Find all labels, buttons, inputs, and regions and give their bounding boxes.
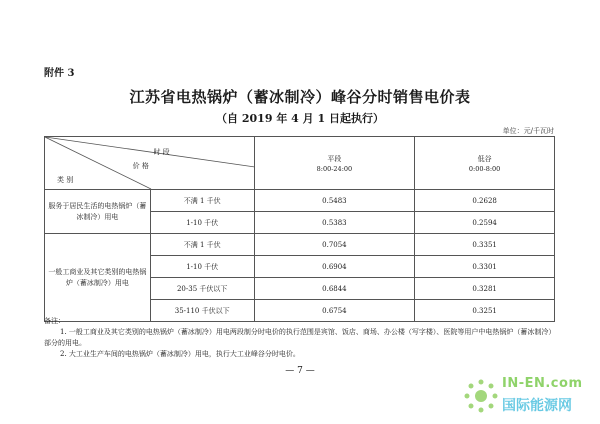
watermark-brand: 国际能源网 <box>502 398 572 414</box>
flat-period-hours: 8:00-24:00 <box>316 164 353 173</box>
flat-price-cell: 0.5383 <box>254 212 415 234</box>
capacity-cell: 1-10 千伏 <box>150 212 254 234</box>
capacity-cell: 不满 1 千伏 <box>150 234 254 256</box>
header-price-label: 价 格 <box>132 162 149 170</box>
watermark-logo <box>462 372 600 422</box>
valley-price-cell: 0.3251 <box>415 300 555 322</box>
document-title: 江苏省电热锅炉（蓄冰制冷）峰谷分时销售电价表 <box>129 88 471 106</box>
table-header-corner <box>45 137 255 190</box>
table-row <box>45 234 555 256</box>
notes-section <box>44 316 559 360</box>
annex-label: 附件 3 <box>44 68 75 79</box>
valley-period-name: 低谷 <box>477 154 492 163</box>
page-number: — 7 — <box>285 366 315 376</box>
sun-icon <box>462 372 500 418</box>
category-residential: 服务于居民生活的电热锅炉（蓄冰制冷）用电 <box>45 190 151 234</box>
header-category-label: 类 别 <box>57 176 74 184</box>
flat-price-cell: 0.7054 <box>254 234 415 256</box>
capacity-cell: 1-10 千伏 <box>150 256 254 278</box>
capacity-cell: 20-35 千伏以下 <box>150 278 254 300</box>
header-flat-period <box>254 137 415 190</box>
notes-heading: 备注： <box>44 317 65 325</box>
flat-price-cell: 0.6754 <box>254 300 415 322</box>
flat-price-cell: 0.6904 <box>254 256 415 278</box>
valley-price-cell: 0.3301 <box>415 256 555 278</box>
watermark-domain: IN-EN.com <box>502 376 583 391</box>
valley-price-cell: 0.2628 <box>415 190 555 212</box>
flat-price-cell: 0.5483 <box>254 190 415 212</box>
category-commercial: 一般工商业及其它类别的电热锅炉（蓄冰制冷）用电 <box>45 234 151 322</box>
unit-label: 单位：元/千瓦时 <box>502 127 554 135</box>
capacity-cell: 不满 1 千伏 <box>150 190 254 212</box>
flat-period-name: 平段 <box>327 154 342 163</box>
header-time-label: 时 段 <box>153 148 170 156</box>
table-row <box>45 190 555 212</box>
valley-price-cell: 0.3281 <box>415 278 555 300</box>
header-diagonals <box>45 137 255 189</box>
note-item-2: 2. 大工业生产车间的电热锅炉（蓄冰制冷）用电，执行大工业峰谷分时电价。 <box>60 350 300 358</box>
valley-price-cell: 0.3351 <box>415 234 555 256</box>
document-subtitle: （自 2019 年 4 月 1 日起执行） <box>216 112 384 125</box>
note-item-1: 1. 一般工商业及其它类别的电热锅炉（蓄冰制冷）用电两段制分时电价的执行范围是宾馆、饭店、商场、办公楼（写字楼）、医院等用户中电热锅炉（蓄冰制冷）部分的用电。 <box>44 328 556 347</box>
capacity-cell: 35-110 千伏以下 <box>150 300 254 322</box>
tariff-table <box>44 136 555 322</box>
valley-price-cell: 0.2594 <box>415 212 555 234</box>
flat-price-cell: 0.6844 <box>254 278 415 300</box>
valley-period-hours: 0:00-8:00 <box>468 164 501 173</box>
header-valley-period <box>415 137 555 190</box>
